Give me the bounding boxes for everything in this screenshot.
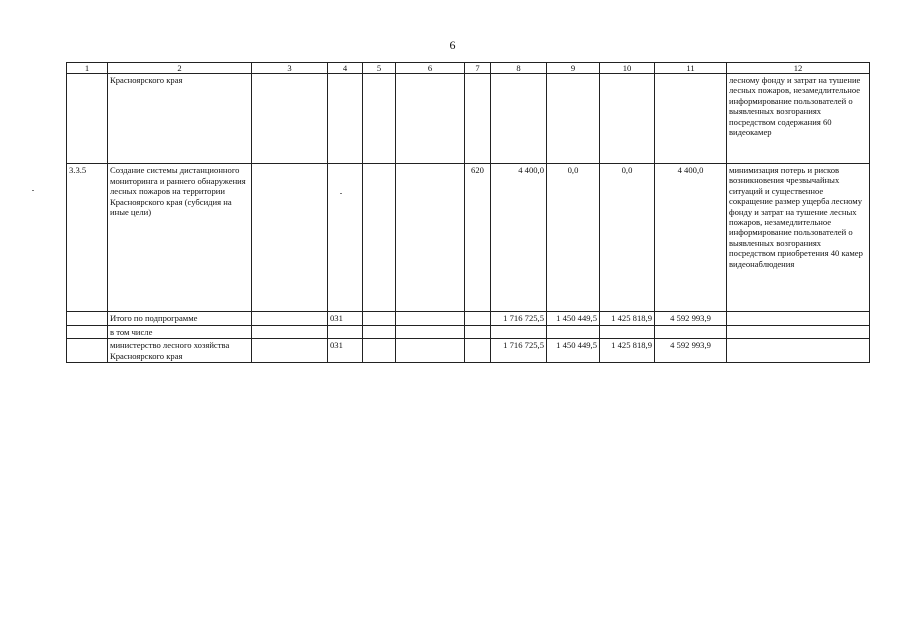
year3-cell: 1 425 818,9 — [600, 312, 655, 326]
year1-cell: 1 716 725,5 — [491, 312, 547, 326]
column-header: 7 — [465, 63, 491, 74]
table-row-continuation — [67, 74, 870, 164]
grbs-cell: 031 — [328, 339, 363, 363]
column-header: 4 — [328, 63, 363, 74]
year2-cell: 1 450 449,5 — [547, 312, 600, 326]
row-name-cell: Итого по подпрограмме — [108, 312, 252, 326]
subprogram-table — [66, 62, 870, 363]
row-number-cell — [67, 74, 108, 164]
column-header: 9 — [547, 63, 600, 74]
total-cell: 4 400,0 — [655, 164, 727, 312]
table-row-total — [67, 312, 870, 326]
year1-cell: 4 400,0 — [491, 164, 547, 312]
row-name-cell: Создание системы дистанционного мониторинга и раннего обнаружения лесных пожаров на территории Красноярского края (субсидия на иные цели) — [108, 164, 252, 312]
table-row-ministry — [67, 339, 870, 363]
row-result-cell: минимизация потерь и рисков возникновения чрезвычайных ситуаций и существенное сокращение размер ущерба лесному фонду и затрат на тушение лесных пожаров, незамедлительное информирование пользователей о выявленных возгораниях посредством приобретения 40 камер видеонаблюдения — [727, 164, 870, 312]
row-number-cell: 3.3.5 — [67, 164, 108, 312]
column-header: 5 — [363, 63, 396, 74]
year1-cell: 1 716 725,5 — [491, 339, 547, 363]
column-number-row — [67, 63, 870, 74]
column-header: 8 — [491, 63, 547, 74]
row-name-cell: Красноярского края — [108, 74, 252, 164]
row-name-cell: в том числе — [108, 325, 252, 339]
grbs-cell: 031 — [328, 312, 363, 326]
scan-speck — [32, 190, 34, 191]
vr-cell: 620 — [465, 164, 491, 312]
column-header: 1 — [67, 63, 108, 74]
table-row-including — [67, 325, 870, 339]
column-header: 6 — [396, 63, 465, 74]
row-name-cell: министерство лесного хозяйства Красноярского края — [108, 339, 252, 363]
year3-cell: 1 425 818,9 — [600, 339, 655, 363]
year2-cell: 0,0 — [547, 164, 600, 312]
column-header: 10 — [600, 63, 655, 74]
page-number: 6 — [449, 38, 456, 52]
column-header: 11 — [655, 63, 727, 74]
scan-speck — [340, 193, 342, 194]
column-header: 3 — [252, 63, 328, 74]
year2-cell: 1 450 449,5 — [547, 339, 600, 363]
total-cell: 4 592 993,9 — [655, 312, 727, 326]
total-cell: 4 592 993,9 — [655, 339, 727, 363]
row-result-cell: лесному фонду и затрат на тушение лесных пожаров, незамедлительное информирование пользователей о выявленных возгораниях посредством содержания 60 видеокамер — [727, 74, 870, 164]
column-header: 12 — [727, 63, 870, 74]
year3-cell: 0,0 — [600, 164, 655, 312]
column-header: 2 — [108, 63, 252, 74]
table-row-3-3-5 — [67, 164, 870, 312]
